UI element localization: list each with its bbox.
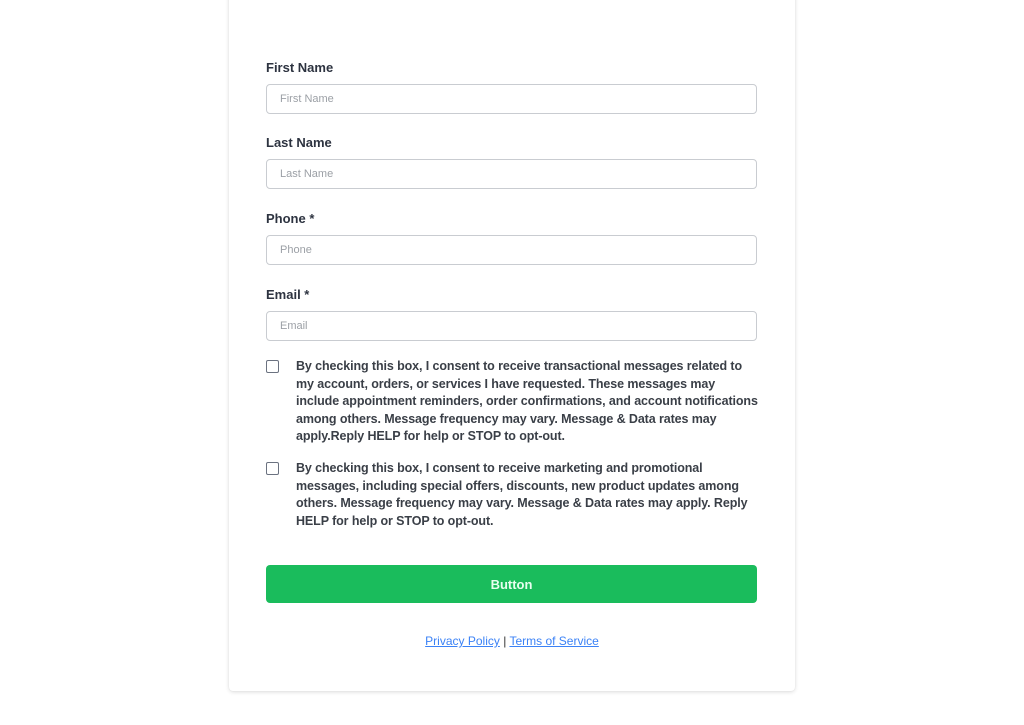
privacy-policy-link[interactable]: Privacy Policy <box>425 634 500 648</box>
last-name-input[interactable] <box>266 159 757 189</box>
email-input[interactable] <box>266 311 757 341</box>
first-name-input[interactable] <box>266 84 757 114</box>
submit-button[interactable]: Button <box>266 565 757 603</box>
transactional-consent-checkbox[interactable] <box>266 360 279 373</box>
first-name-label: First Name <box>266 60 334 75</box>
link-separator: | <box>503 634 507 648</box>
transactional-consent <box>266 358 761 446</box>
marketing-consent-checkbox[interactable] <box>266 462 279 475</box>
marketing-consent-text: By checking this box, I consent to receive marketing and promotional messages, including special offers, discounts, new product updates among others. Message frequency may vary. Message & Data rates may apply. Reply HELP for help or STOP to opt-out. <box>296 461 748 528</box>
transactional-consent-text: By checking this box, I consent to receive transactional messages related to my account, orders, or services I have requested. These messages may include appointment reminders, order confirmations, and account notifications among others. Message frequency may vary. Message & Data rates may apply.Reply HELP for help or STOP to opt-out. <box>296 359 758 443</box>
phone-label: Phone * <box>266 211 315 226</box>
phone-input[interactable] <box>266 235 757 265</box>
footer-links <box>229 634 795 648</box>
email-label: Email * <box>266 287 310 302</box>
marketing-consent <box>266 460 761 530</box>
form-card <box>229 0 795 691</box>
terms-of-service-link[interactable]: Terms of Service <box>509 634 599 648</box>
last-name-label: Last Name <box>266 135 332 150</box>
